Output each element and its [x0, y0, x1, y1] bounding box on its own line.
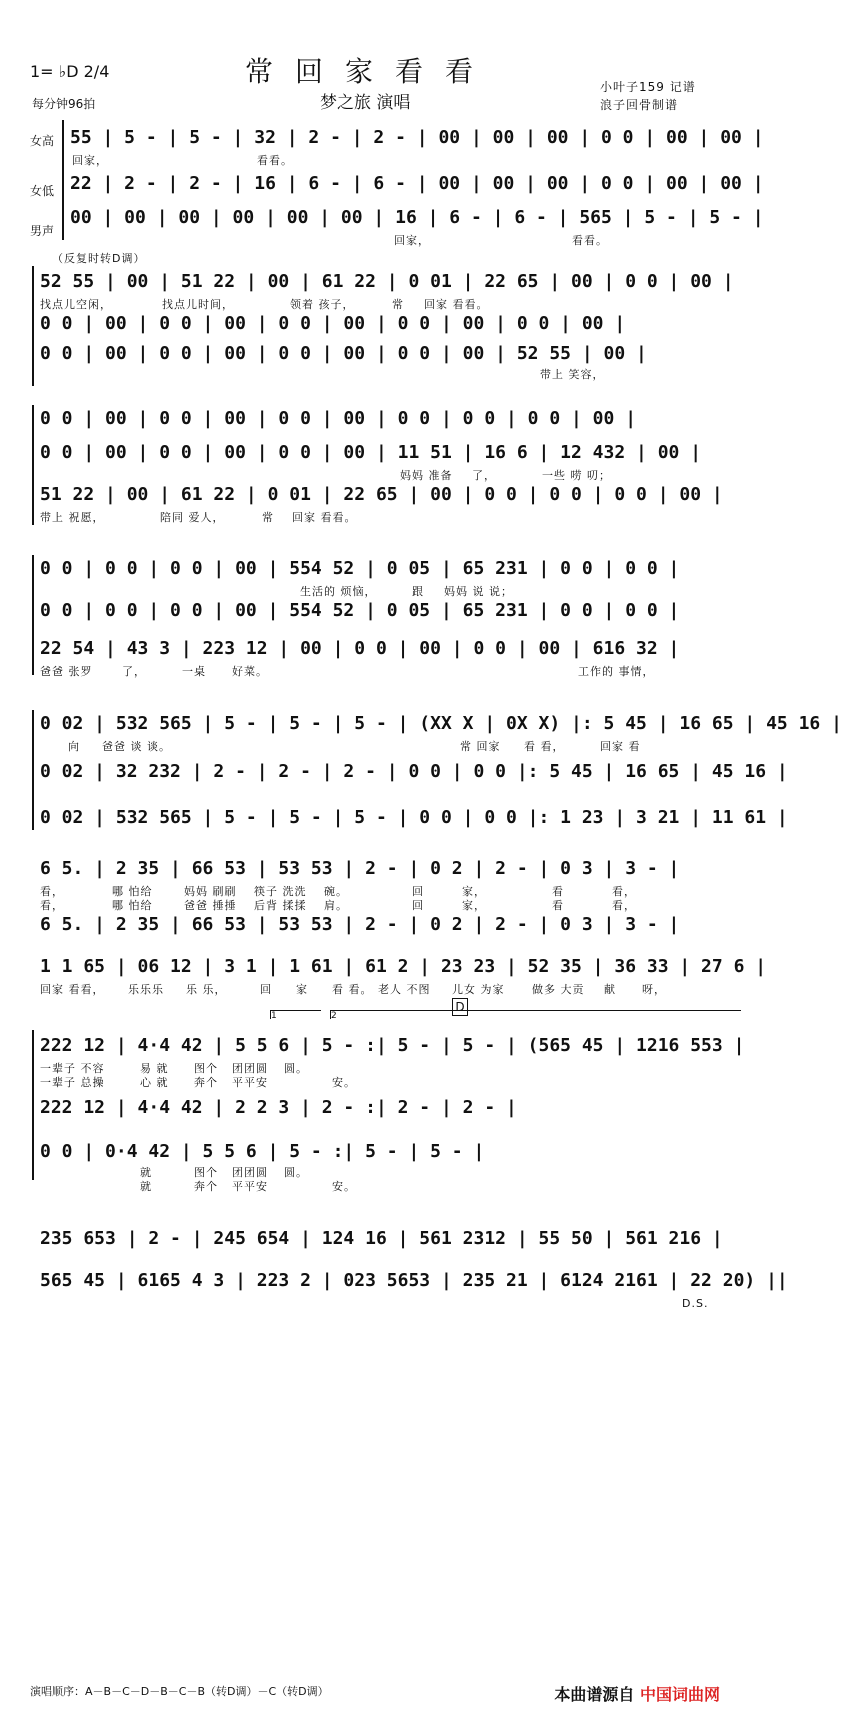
voice-label-alto: 女低 — [30, 184, 55, 198]
system-7 — [32, 1000, 745, 1200]
lyric: 陪同 爱人， — [160, 511, 225, 524]
staff-row-alto: 6 5. | 2 35 | 66 53 | 53 53 | 2 - | 0 2 | 2 - | 0 3 | 3 - | — [40, 913, 680, 935]
staff-row-male: 00 | 00 | 00 | 00 | 00 | 00 | 16 | 6 - | 6 - | 565 | 5 - | 5 - | — [70, 206, 764, 228]
lyric: 爸爸 捶捶 — [184, 899, 237, 912]
voice-label-soprano: 女高 — [30, 134, 55, 148]
transcriber-credit: 小叶子159 记谱 — [600, 80, 696, 94]
lyric: 回家， — [72, 154, 108, 167]
lyric: 回家 看看。 — [292, 511, 357, 524]
lyric: 圆。 — [284, 1166, 308, 1179]
staff-row-alto: 0 0 | 00 | 0 0 | 00 | 0 0 | 00 | 0 0 | 00 | 0 0 | 00 | — [40, 312, 626, 334]
lyric: 就 — [140, 1166, 152, 1179]
staff-row-male: 0 0 | 0·4 42 | 5 5 6 | 5 - :| 5 - | 5 - | — [40, 1140, 485, 1162]
lyric: 做多 大贡 — [532, 983, 585, 996]
staff-row-soprano: 222 12 | 4·4 42 | 5 5 6 | 5 - :| 5 - | 5 - | (565 45 | 1216 553 | — [40, 1034, 745, 1056]
lyric: 看 看， — [524, 740, 565, 753]
system-brace — [32, 555, 39, 675]
lyric: 后背 揉揉 — [254, 899, 307, 912]
lyric: 一辈子 不容 — [40, 1062, 105, 1075]
lyric: 看， — [40, 885, 64, 898]
staff-row-soprano: 6 5. | 2 35 | 66 53 | 53 53 | 2 - | 0 2 | 2 - | 0 3 | 3 - | — [40, 857, 680, 879]
lyric: 图个 — [194, 1166, 218, 1179]
source-site[interactable]: 中国词曲网 — [639, 1685, 720, 1704]
dal-segno: D.S. — [682, 1297, 709, 1310]
lyric: 筷子 洗洗 — [254, 885, 307, 898]
lyric: 图个 — [194, 1062, 218, 1075]
staff-row-alto: 0 0 | 00 | 0 0 | 00 | 0 0 | 00 | 11 51 | 16 6 | 12 432 | 00 | — [40, 441, 702, 463]
system-brace — [32, 710, 39, 830]
lyric: 常 — [262, 511, 274, 524]
lyric: 回 — [260, 983, 272, 996]
staff-row-alto: 22 | 2 - | 2 - | 16 | 6 - | 6 - | 00 | 00 | 00 | 0 0 | 00 | 00 | — [70, 172, 764, 194]
lyric: 看， — [612, 885, 636, 898]
lyric: 看 — [552, 885, 564, 898]
lyric: 回 — [412, 885, 424, 898]
lyric: 看 — [552, 899, 564, 912]
lyric: 乐 乐， — [186, 983, 227, 996]
lyric: 献 — [604, 983, 616, 996]
staff-row-soprano: 0 0 | 0 0 | 0 0 | 00 | 554 52 | 0 05 | 65 231 | 0 0 | 0 0 | — [40, 557, 680, 579]
staff-row-alto: 0 0 | 0 0 | 0 0 | 00 | 554 52 | 0 05 | 65 231 | 0 0 | 0 0 | — [40, 599, 680, 621]
lyric: 哪 怕给 — [112, 885, 153, 898]
system-brace — [32, 1030, 39, 1180]
voice-label-male: 男声 — [30, 224, 55, 238]
interlude-row-1: 235 653 | 2 - | 245 654 | 124 16 | 561 2312 | 55 50 | 561 216 | — [40, 1227, 723, 1249]
lyric: 一桌 — [182, 665, 206, 678]
staff-row-soprano: 52 55 | 00 | 51 22 | 00 | 61 22 | 0 01 | 22 65 | 00 | 0 0 | 00 | — [40, 270, 734, 292]
lyric: 领着 孩子， — [290, 298, 355, 311]
system-4 — [32, 555, 720, 685]
rehearsal-mark: D — [452, 998, 468, 1016]
system-5 — [32, 710, 842, 840]
source-prefix: 本曲谱源自 — [554, 1685, 635, 1704]
lyric: 工作的 事情， — [578, 665, 655, 678]
lyric: 一些 唠 叨； — [542, 469, 611, 482]
lyric: 肩。 — [324, 899, 348, 912]
lyric: 乐乐乐 — [128, 983, 164, 996]
lyric: 爸爸 张罗 — [40, 665, 93, 678]
lyric: 看看。 — [572, 234, 608, 247]
staff-row-soprano: 0 0 | 00 | 0 0 | 00 | 0 0 | 00 | 0 0 | 0 0 | 0 0 | 00 | — [40, 407, 637, 429]
lyric: 好菜。 — [232, 665, 268, 678]
staff-row-male: 22 54 | 43 3 | 223 12 | 00 | 0 0 | 00 | 0 0 | 00 | 616 32 | — [40, 637, 680, 659]
lyric: 心 就 — [140, 1076, 169, 1089]
lyric: 圆。 — [284, 1062, 308, 1075]
volta-1: 1 — [270, 1010, 321, 1019]
lyric: 就 — [140, 1180, 152, 1193]
lyric: 老人 不图 — [378, 983, 431, 996]
lyric: 儿女 为家 — [452, 983, 505, 996]
lyric: 呀， — [642, 983, 666, 996]
lyric: 回家 看看。 — [424, 298, 489, 311]
interlude — [32, 1225, 788, 1325]
staff-row-soprano: 55 | 5 - | 5 - | 32 | 2 - | 2 - | 00 | 00 | 00 | 0 0 | 00 | 00 | — [70, 126, 764, 148]
volta-2: 2 — [330, 1010, 741, 1019]
staff-row-alto: 0 02 | 32 232 | 2 - | 2 - | 2 - | 0 0 | 0 0 |: 5 45 | 16 65 | 45 16 | — [40, 760, 788, 782]
system-2 — [32, 252, 734, 390]
tempo-marking: 每分钟96拍 — [32, 97, 96, 111]
lyric: 安。 — [332, 1180, 356, 1193]
lyric: 家， — [462, 899, 486, 912]
lyric: 回 — [412, 899, 424, 912]
lyric: 碗。 — [324, 885, 348, 898]
lyric: 带上 笑容， — [540, 368, 605, 381]
lyric: 家， — [462, 885, 486, 898]
system-3 — [32, 405, 723, 535]
song-title: 常回家看看 — [245, 55, 496, 88]
key-signature: 1= ♭D 2/4 — [30, 62, 110, 81]
lyric: 看看。 — [257, 154, 293, 167]
lyric: 易 就 — [140, 1062, 169, 1075]
system-brace — [32, 266, 39, 386]
system-brace — [62, 120, 69, 240]
performance-order: 演唱顺序：A－B－C－D－B－C－B（转D调）－C（转D调） — [30, 1685, 329, 1698]
lyric: 找点儿时间， — [162, 298, 234, 311]
lyric: 跟 — [412, 585, 424, 598]
lyric: 回家 看 — [600, 740, 641, 753]
lyric: 一辈子 总操 — [40, 1076, 105, 1089]
lyric: 安。 — [332, 1076, 356, 1089]
lyric: 看， — [40, 899, 64, 912]
system-1 — [32, 120, 764, 250]
typesetter-credit: 浪子回骨制谱 — [600, 98, 679, 112]
lyric: 回家， — [394, 234, 430, 247]
lyric: 哪 怕给 — [112, 899, 153, 912]
lyric: 妈妈 说 说； — [444, 585, 513, 598]
lyric: 常 — [392, 298, 404, 311]
lyric: 找点儿空闲， — [40, 298, 112, 311]
lyric: 回家 看看， — [40, 983, 105, 996]
system-6 — [32, 855, 767, 996]
staff-row-male: 1 1 65 | 06 12 | 3 1 | 1 61 | 61 2 | 23 23 | 52 35 | 36 33 | 27 6 | — [40, 955, 767, 977]
lyric: 妈妈 刷刷 — [184, 885, 237, 898]
lyric: 带上 祝愿， — [40, 511, 105, 524]
lyric: 看， — [612, 899, 636, 912]
system-brace — [32, 405, 39, 525]
lyric: 爸爸 谈 谈。 — [102, 740, 171, 753]
staff-row-male: 51 22 | 00 | 61 22 | 0 01 | 22 65 | 00 | 0 0 | 0 0 | 0 0 | 00 | — [40, 483, 723, 505]
interlude-row-2: 565 45 | 6165 4 3 | 223 2 | 023 5653 | 235 21 | 6124 2161 | 22 20) || — [40, 1269, 788, 1291]
lyric: 常 回家 — [460, 740, 501, 753]
lyric: 奔个 — [194, 1180, 218, 1193]
lyric: 奔个 — [194, 1076, 218, 1089]
performer: 梦之旅 演唱 — [320, 93, 411, 113]
lyric: 了， — [122, 665, 146, 678]
staff-row-soprano: 0 02 | 532 565 | 5 - | 5 - | 5 - | (XX X | 0X X) |: 5 45 | 16 65 | 45 16 | — [40, 712, 842, 734]
lyric: 家 — [296, 983, 308, 996]
key-change-note: （反复时转D调） — [52, 252, 146, 265]
lyric: 平平安 — [232, 1076, 268, 1089]
staff-row-alto: 222 12 | 4·4 42 | 2 2 3 | 2 - :| 2 - | 2 - | — [40, 1096, 517, 1118]
lyric: 妈妈 准备 — [400, 469, 453, 482]
lyric: 看 看。 — [332, 983, 373, 996]
lyric: 向 — [68, 740, 80, 753]
lyric: 了， — [472, 469, 496, 482]
lyric: 平平安 — [232, 1180, 268, 1193]
staff-row-male: 0 02 | 532 565 | 5 - | 5 - | 5 - | 0 0 | 0 0 |: 1 23 | 3 21 | 11 61 | — [40, 806, 788, 828]
lyric: 团团圆 — [232, 1062, 268, 1075]
lyric: 团团圆 — [232, 1166, 268, 1179]
staff-row-male: 0 0 | 00 | 0 0 | 00 | 0 0 | 00 | 0 0 | 00 | 52 55 | 00 | — [40, 342, 647, 364]
source-credit — [554, 1682, 720, 1705]
lyric: 生活的 烦恼， — [300, 585, 377, 598]
